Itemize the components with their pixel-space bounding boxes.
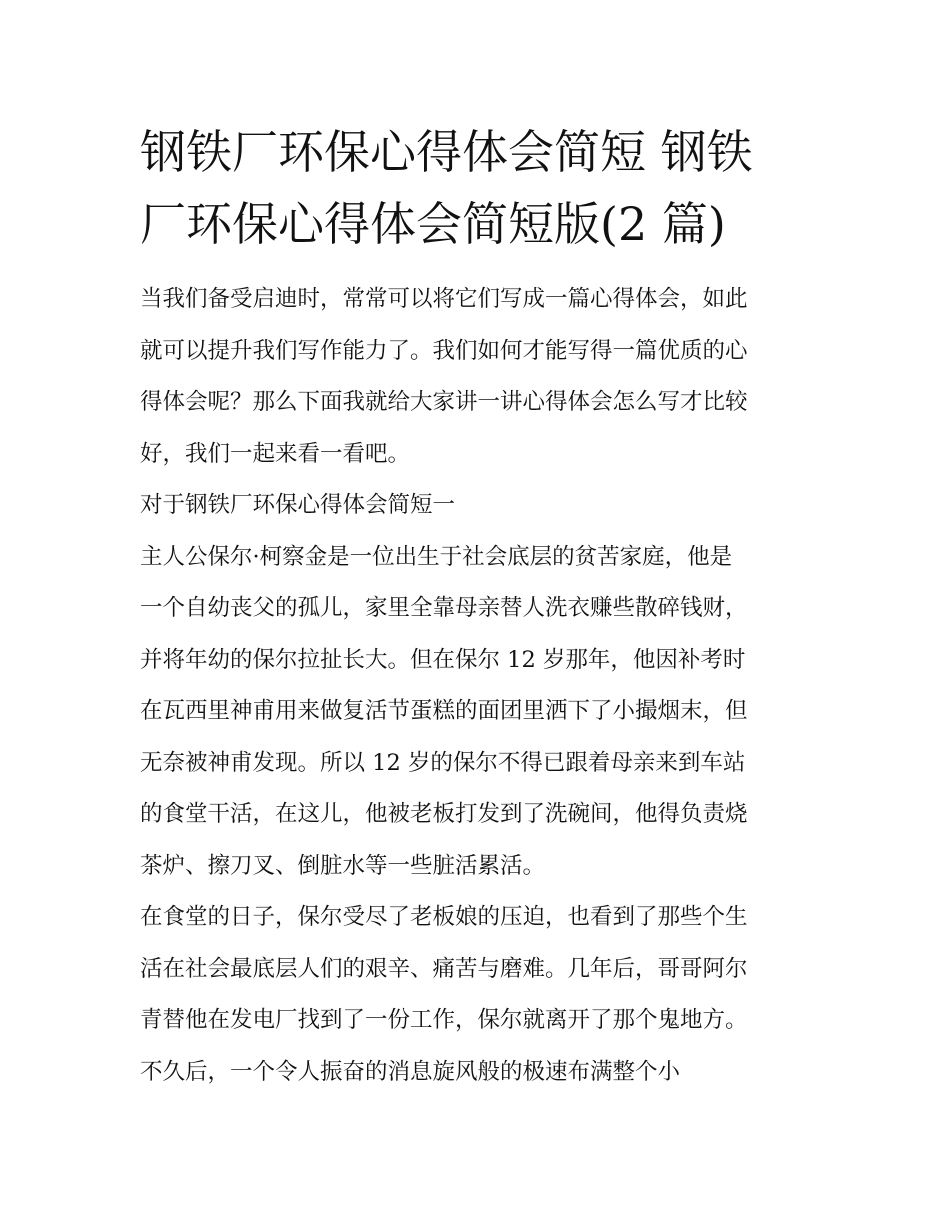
title-line: 厂环保心得体会简短版(2 篇): [140, 197, 726, 251]
body-line: 一个自幼丧父的孤儿，家里全靠母亲替人洗衣赚些散碎钱财，: [140, 595, 748, 621]
body-line: 当我们备受启迪时，常常可以将它们写成一篇心得体会，如此: [140, 286, 748, 312]
body-line: 在瓦西里神甫用来做复活节蛋糕的面团里洒下了小撮烟末，但: [140, 698, 748, 724]
body-line: 青替他在发电厂找到了一份工作，保尔就离开了那个鬼地方。: [140, 1007, 748, 1033]
body-line: 不久后，一个令人振奋的消息旋风般的极速布满整个小: [140, 1058, 681, 1085]
body-line: 好，我们一起来看一看吧。: [140, 440, 411, 467]
body-line: 的食堂干活，在这儿，他被老板打发到了洗碗间，他得负责烧: [140, 801, 748, 827]
body-line: 在食堂的日子，保尔受尽了老板娘的压迫，也看到了那些个生: [140, 904, 748, 930]
body-line: 主人公保尔·柯察金是一位出生于社会底层的贫苦家庭，他是: [140, 543, 733, 570]
body-line: 无奈被神甫发现。所以 12 岁的保尔不得已跟着母亲来到车站: [140, 749, 746, 776]
body-line: 活在社会最底层人们的艰辛、痛苦与磨难。几年后，哥哥阿尔: [140, 955, 748, 982]
body-line: 就可以提升我们写作能力了。我们如何才能写得一篇优质的心: [140, 337, 748, 364]
body-line: 茶炉、擦刀叉、倒脏水等一些脏活累活。: [140, 852, 546, 879]
body-line: 得体会呢？那么下面我就给大家讲一讲心得体会怎么写才比较: [140, 389, 748, 415]
title-line: 钢铁厂环保心得体会简短 钢铁: [140, 125, 753, 179]
section-heading: 对于钢铁厂环保心得体会简短一: [140, 492, 456, 518]
document-body: [140, 274, 830, 1098]
body-line: 并将年幼的保尔拉扯长大。但在保尔 12 岁那年，他因补考时: [140, 646, 746, 673]
document-title: [140, 116, 820, 260]
